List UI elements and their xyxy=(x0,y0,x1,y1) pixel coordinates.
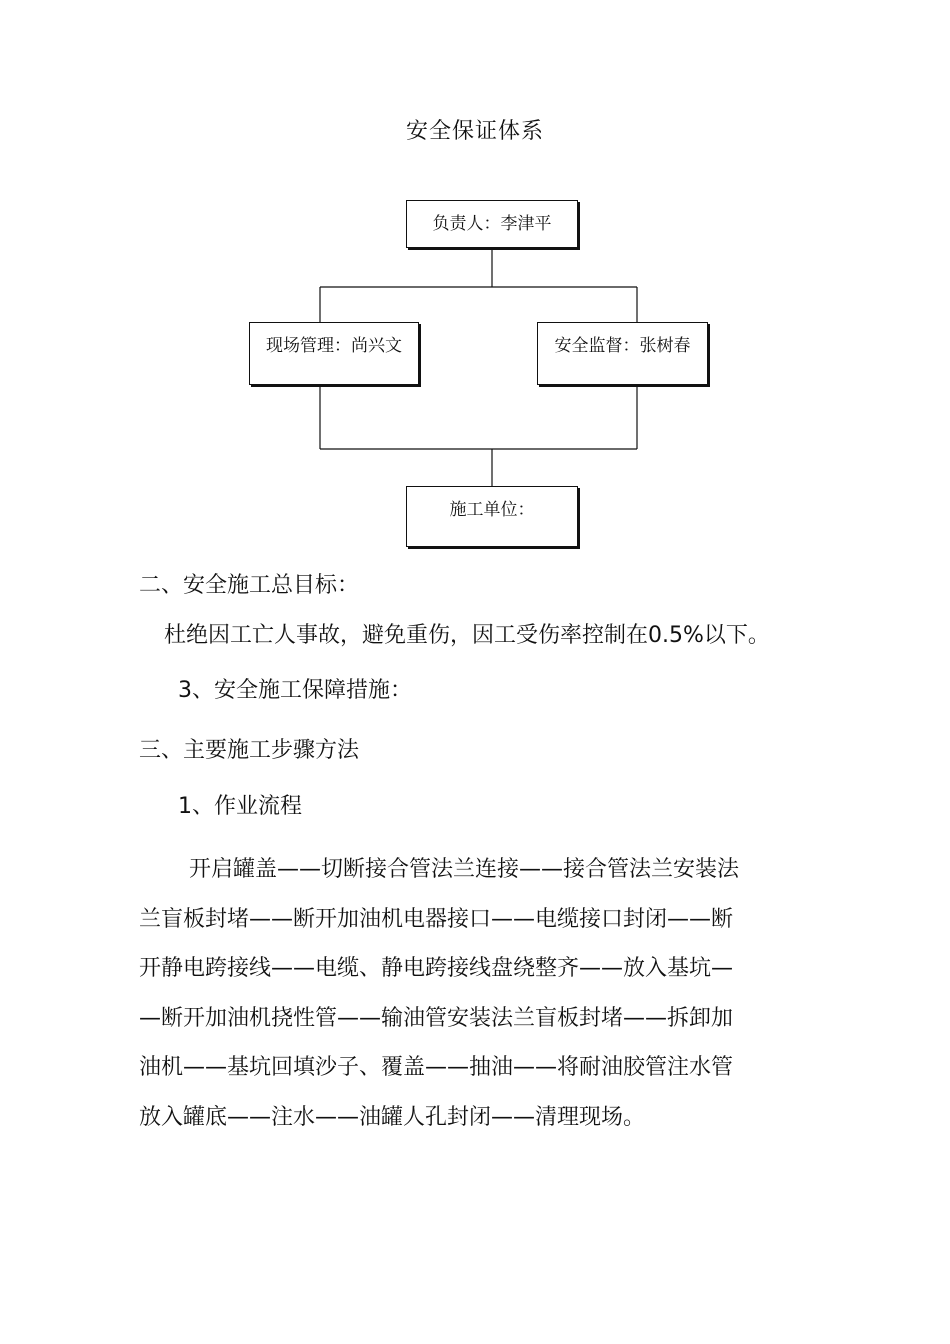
workflow-paragraph xyxy=(139,845,829,1143)
section2-heading: 二、安全施工总目标： xyxy=(139,573,360,598)
workflow-title: 1、作业流程 xyxy=(178,794,302,819)
section2-measures-heading: 3、安全施工保障措施： xyxy=(178,678,412,703)
workflow-line: —断开加油机挠性管——输油管安装法兰盲板封堵——拆卸加 xyxy=(139,1005,734,1031)
org-chart-connectors xyxy=(0,0,950,560)
workflow-line: 开静电跨接线——电缆、静电跨接线盘绕整齐——放入基坑— xyxy=(139,956,734,982)
workflow-line: 放入罐底——注水——油罐人孔封闭——清理现场。 xyxy=(139,1104,646,1130)
section3-heading: 三、主要施工步骤方法 xyxy=(139,738,360,763)
org-box-site-management: 现场管理：尚兴文 xyxy=(249,322,419,385)
org-box-head: 负责人：李津平 xyxy=(406,200,578,248)
workflow-line: 兰盲板封堵——断开加油机电器接口——电缆接口封闭——断 xyxy=(139,906,734,932)
org-box-safety-supervision: 安全监督：张树春 xyxy=(537,322,708,385)
section2-goal-text: 杜绝因工亡人事故，避免重伤，因工受伤率控制在0.5%以下。 xyxy=(164,623,770,648)
workflow-line: 开启罐盖——切断接合管法兰连接——接合管法兰安装法 xyxy=(189,857,740,882)
workflow-line: 油机——基坑回填沙子、覆盖——抽油——将耐油胶管注水管 xyxy=(139,1055,734,1081)
org-box-construction-unit: 施工单位： xyxy=(406,486,578,547)
document-title: 安全保证体系 xyxy=(405,119,544,144)
org-chart xyxy=(0,0,950,560)
